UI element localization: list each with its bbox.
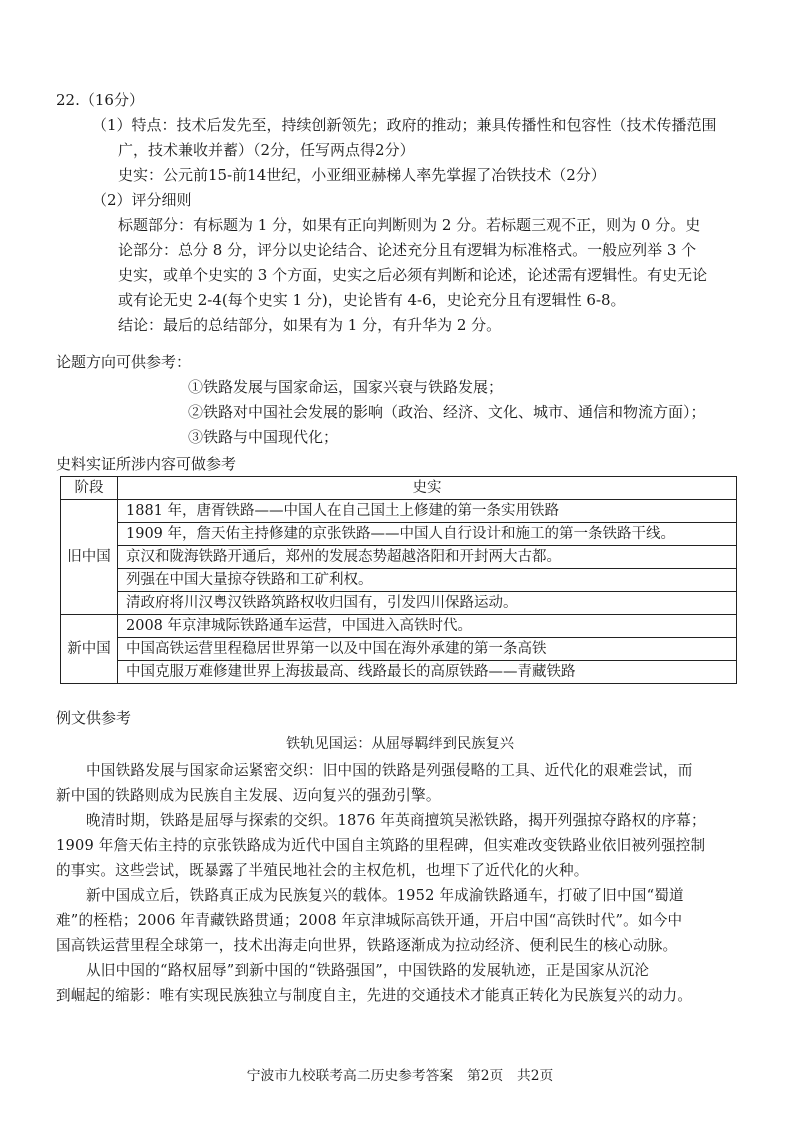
col-stage-header: 阶段: [61, 477, 118, 500]
part2-line4: 或有论无史 2-4(每个史实 1 分)，史论皆有 4-6，史论充分且有逻辑性 6-8。: [118, 291, 626, 309]
topics-heading: 论题方向可供参考：: [56, 353, 192, 371]
table-row: [61, 569, 737, 592]
table-row: [61, 523, 737, 546]
table-heading: 史料实证所涉内容可做参考: [56, 455, 237, 473]
part1-line3: 史实：公元前15-前14世纪，小亚细亚赫梯人率先掌握了冶铁技术（2分）: [118, 166, 606, 184]
essay-line: 的事实。这些尝试，既暴露了半殖民地社会的主权危机，也埋下了近代化的火种。: [56, 862, 589, 879]
table-row: [61, 661, 737, 684]
table-row: [61, 500, 737, 523]
essay-line: 晚清时期，铁路是屈辱与探索的交织。1876 年英商擅筑吴淞铁路，揭开列强掠夺路权的序幕；: [86, 812, 706, 829]
essay-title: 铁轨见国运：从屈辱羁绊到民族复兴: [285, 736, 514, 752]
stage-old-china: 旧中国: [61, 500, 118, 615]
part2-label: （2）评分细则: [92, 191, 192, 209]
fact-cell: 京汉和陇海铁路开通后，郑州的发展态势超越洛阳和开封两大古都。: [118, 546, 737, 569]
fact-cell: 1909 年，詹天佑主持修建的京张铁路——中国人自行设计和施工的第一条铁路干线。: [118, 523, 737, 546]
table-row: [61, 592, 737, 615]
essay-heading: 例文供参考: [56, 709, 132, 727]
fact-cell: 中国克服万难修建世界上海拔最高、线路最长的高原铁路——青藏铁路: [118, 661, 737, 684]
part1-line2: 广，技术兼收并蓄）（2分，任写两点得2分）: [118, 141, 415, 159]
essay-line: 从旧中国的“路权屈辱”到新中国的“铁路强国”，中国铁路的发展轨迹，正是国家从沉沦: [86, 962, 650, 979]
table-row: [61, 638, 737, 661]
fact-cell: 清政府将川汉粤汉铁路筑路权收归国有，引发四川保路运动。: [118, 592, 737, 615]
history-facts-table: [60, 476, 737, 684]
part2-line3: 史实，或单个史实的 3 个方面，史实之后必须有判断和论述，论述需有逻辑性。有史无论: [118, 266, 708, 284]
fact-cell: 1881 年，唐胥铁路——中国人在自己国土上修建的第一条实用铁路: [118, 500, 737, 523]
essay-line: 到崛起的缩影：唯有实现民族独立与制度自主，先进的交通技术才能真正转化为民族复兴的动力。: [56, 987, 693, 1004]
table-header-row: [61, 477, 737, 500]
part2-line2: 论部分：总分 8 分，评分以史论结合、论述充分且有逻辑为标准格式。一般应列举 3 个: [118, 241, 697, 259]
essay-line: 中国铁路发展与国家命运紧密交织：旧中国的铁路是列强侵略的工具、近代化的艰难尝试，而: [86, 762, 693, 779]
essay-line: 难”的桎梏；2006 年青藏铁路贯通；2008 年京津城际高铁开通，开启中国“高铁时代”。如今中: [56, 912, 683, 929]
essay-line: 新中国的铁路则成为民族自主发展、迈向复兴的强劲引擎。: [56, 787, 441, 804]
part2-line5: 结论：最后的总结部分，如果有为 1 分，有升华为 2 分。: [118, 316, 502, 334]
part1-line1: （1）特点：技术后发先至，持续创新领先；政府的推动；兼具传播性和包容性（技术传播范围: [92, 116, 717, 134]
essay-line: 1909 年詹天佑主持的京张铁路成为近代中国自主筑路的里程碑，但实难改变铁路业依旧被列强控制: [56, 837, 706, 854]
essay-line: 新中国成立后，铁路真正成为民族复兴的载体。1952 年成渝铁路通车，打破了旧中国“蜀道: [86, 887, 684, 904]
fact-cell: 中国高铁运营里程稳居世界第一以及中国在海外承建的第一条高铁: [118, 638, 737, 661]
topic-item-3: ③铁路与中国现代化；: [188, 428, 339, 446]
topic-item-2: ②铁路对中国社会发展的影响（政治、经济、文化、城市、通信和物流方面）；: [188, 403, 706, 421]
essay-line: 国高铁运营里程全球第一，技术出海走向世界，铁路逐渐成为拉动经济、便利民生的核心动脉。: [56, 937, 678, 954]
stage-new-china: 新中国: [61, 615, 118, 684]
topic-item-1: ①铁路发展与国家命运，国家兴衰与铁路发展；: [188, 378, 504, 396]
col-fact-header: 史实: [118, 477, 737, 500]
question-header: 22.（16分）: [56, 91, 144, 109]
table-row: [61, 615, 737, 638]
part2-line1: 标题部分：有标题为 1 分，如果有正向判断则为 2 分。若标题三观不正，则为 0 分。史: [118, 216, 701, 234]
fact-cell: 2008 年京津城际铁路通车运营，中国进入高铁时代。: [118, 615, 737, 638]
page-footer: 宁波市九校联考高二历史参考答案 第2页 共2页: [246, 1068, 554, 1084]
table-row: [61, 546, 737, 569]
fact-cell: 列强在中国大量掠夺铁路和工矿利权。: [118, 569, 737, 592]
